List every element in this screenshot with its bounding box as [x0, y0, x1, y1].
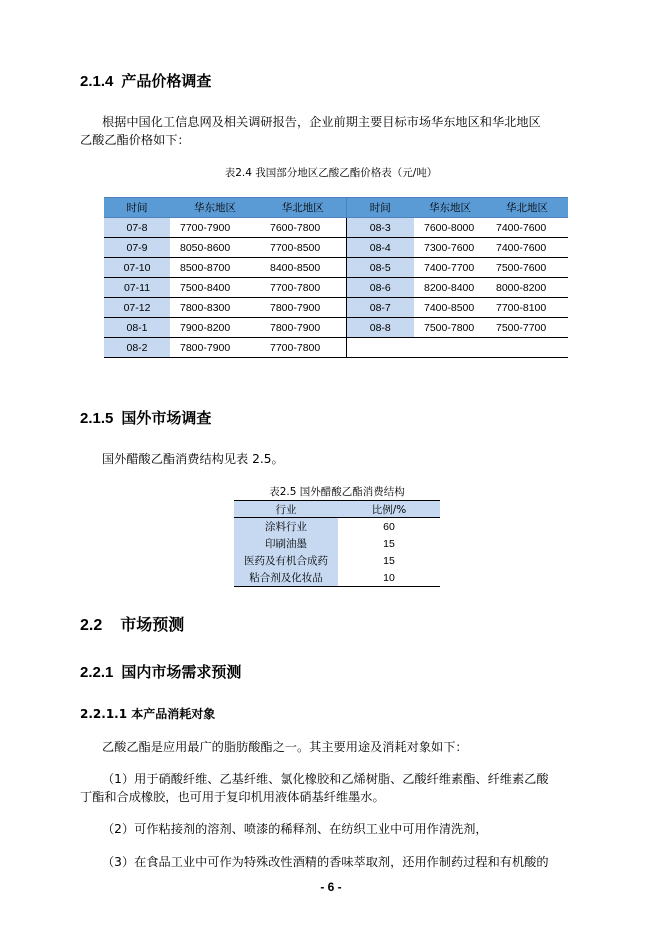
table-cell: 15 — [383, 537, 395, 550]
table-cell: 7400-8500 — [414, 298, 486, 318]
section-heading-2-1-4 — [80, 70, 211, 91]
table-cell: 7800-8300 — [170, 298, 260, 318]
table-cell: 7900-8200 — [170, 318, 260, 338]
table-cell: 07-10 — [104, 258, 170, 278]
paragraph: 乙酸乙酯是应用最广的脂肪酸酯之一。其主要用途及消耗对象如下： — [102, 740, 468, 754]
table-caption: 表2.5 国外醋酸乙酯消费结构 — [269, 486, 405, 498]
table-row — [104, 238, 568, 258]
section-number: 2.2 — [80, 617, 103, 634]
column-header: 时间 — [346, 198, 414, 218]
table-cell: 印刷油墨 — [234, 535, 338, 552]
table-cell: 7400-7600 — [486, 218, 568, 238]
table-cell: 粘合剂及化妆品 — [234, 569, 338, 587]
column-header: 行业 — [234, 501, 338, 518]
table-cell: 8000-8200 — [486, 278, 568, 298]
table-cell: 07-12 — [104, 298, 170, 318]
table-cell: 7700-8100 — [486, 298, 568, 318]
table-cell: 08-1 — [104, 318, 170, 338]
list-item: （2）可作粘接剂的溶剂、喷漆的稀释剂、在纺织工业中可用作清洗剂， — [102, 822, 488, 836]
consumption-table — [234, 500, 440, 587]
page-number: - 6 - — [320, 880, 342, 894]
table-row — [104, 258, 568, 278]
table-cell: 08-6 — [346, 278, 414, 298]
table-cell: 07-8 — [104, 218, 170, 238]
paragraph: 国外醋酸乙酯消费结构见表 2.5。 — [102, 452, 284, 466]
column-header: 时间 — [104, 198, 170, 218]
table-cell: 7800-7900 — [170, 338, 260, 358]
table-cell: 7500-7600 — [486, 258, 568, 278]
list-item: （3）在食品工业中可作为特殊改性酒精的香味萃取剂，还用作制药过程和有机酸的 — [102, 855, 549, 869]
table-cell: 07-9 — [104, 238, 170, 258]
price-table — [104, 197, 568, 358]
section-heading-2-2 — [80, 612, 184, 635]
column-header: 华东地区 — [414, 198, 486, 218]
table-cell: 08-3 — [346, 218, 414, 238]
table-cell: 8400-8500 — [260, 258, 346, 278]
section-title: 市场预测 — [120, 615, 185, 634]
table-cell: 08-2 — [104, 338, 170, 358]
section-number: 2.1.4 — [80, 73, 114, 90]
table-cell: 7600-7800 — [260, 218, 346, 238]
table-cell: 10 — [338, 569, 440, 587]
table-cell: 7700-7900 — [170, 218, 260, 238]
section-number: 2.2.1 — [80, 664, 114, 681]
table-cell: 15 — [383, 554, 395, 567]
section-title: 产品价格调查 — [121, 72, 212, 90]
table-cell: 7800-7900 — [260, 318, 346, 338]
section-number: 2.1.5 — [80, 410, 114, 427]
table-cell: 7600-8000 — [414, 218, 486, 238]
column-header: 华东地区 — [170, 198, 260, 218]
table-row — [104, 218, 568, 238]
list-item-line: （1）用于硝酸纤维、乙基纤维、氯化橡胶和乙烯树脂、乙酸纤维素酯、纤维素乙酸 — [102, 772, 549, 786]
table-cell: 07-11 — [104, 278, 170, 298]
paragraph-line: 乙酸乙酯价格如下： — [80, 133, 190, 147]
table-cell: 8050-8600 — [170, 238, 260, 258]
table-cell: 7300-7600 — [414, 238, 486, 258]
section-heading-2-2-1 — [80, 661, 241, 682]
table-cell: 8500-8700 — [170, 258, 260, 278]
table-row — [104, 278, 568, 298]
table-row — [234, 535, 440, 552]
table-cell: 7400-7600 — [486, 238, 568, 258]
table-cell: 涂料行业 — [234, 518, 338, 536]
table-row — [234, 552, 440, 569]
table-cell: 08-5 — [346, 258, 414, 278]
column-header: 华北地区 — [486, 198, 568, 218]
table-header-row — [104, 198, 568, 218]
table-row — [104, 318, 568, 338]
table-cell: 医药及有机合成药 — [234, 552, 338, 569]
section-heading-2-1-5 — [80, 407, 211, 428]
paragraph-line: 根据中国化工信息网及相关调研报告，企业前期主要目标市场华东地区和华北地区 — [102, 115, 541, 129]
table-cell: 08-4 — [346, 238, 414, 258]
column-header: 华北地区 — [260, 198, 346, 218]
table-cell: 08-8 — [346, 318, 414, 338]
table-cell: 60 — [383, 520, 395, 533]
table-cell: 7800-7900 — [260, 298, 346, 318]
table-cell: 7700-7800 — [260, 338, 346, 358]
table-row — [104, 338, 568, 358]
list-item-line: 丁酯和合成橡胶，也可用于复印机用液体硝基纤维墨水。 — [80, 790, 385, 804]
table-row — [104, 298, 568, 318]
table-cell: 7400-7700 — [414, 258, 486, 278]
section-heading-2-2-1-1: 2.2.1.1 本产品消耗对象 — [80, 707, 216, 721]
section-title: 国内市场需求预测 — [121, 663, 242, 681]
table-cell: 7500-7700 — [486, 318, 568, 338]
table-cell: 08-7 — [346, 298, 414, 318]
table-row — [234, 518, 440, 536]
column-header: 比例/% — [338, 501, 440, 518]
table-row — [234, 569, 440, 587]
table-cell: 8200-8400 — [414, 278, 486, 298]
table-caption: 表2.4 我国部分地区乙酸乙酯价格表（元/吨） — [224, 167, 438, 179]
table-header-row — [234, 501, 440, 518]
table-cell: 7700-7800 — [260, 278, 346, 298]
table-cell: 7700-8500 — [260, 238, 346, 258]
section-title: 国外市场调查 — [121, 409, 212, 427]
table-cell: 7500-8400 — [170, 278, 260, 298]
table-cell: 7500-7800 — [414, 318, 486, 338]
empty-cell — [346, 338, 568, 358]
